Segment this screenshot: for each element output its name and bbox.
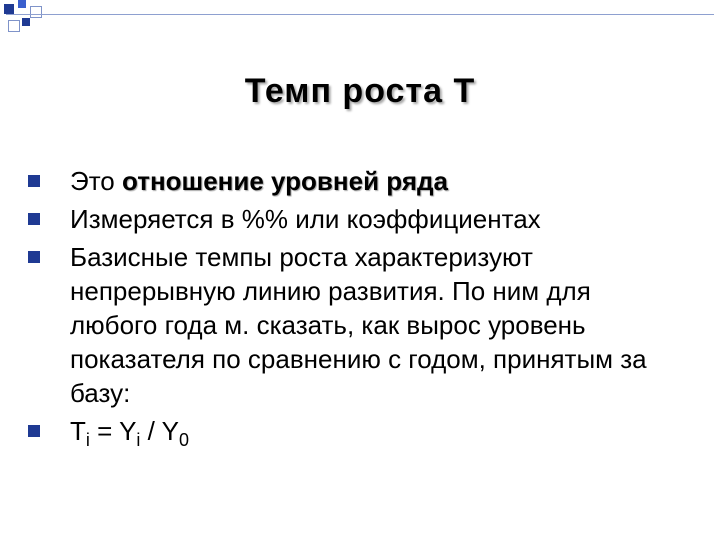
formula-divide: / (140, 416, 162, 446)
bullet-list (14, 164, 694, 461)
decor-square-icon (8, 20, 20, 32)
formula-t: T (70, 416, 86, 446)
formula-equals: = (89, 416, 120, 446)
item-prefix: Это (70, 166, 122, 196)
item-emphasis: отношение уровней ряда (122, 166, 448, 196)
formula-y: Y (119, 416, 137, 446)
list-item (14, 414, 694, 457)
formula-y0: Y (161, 416, 179, 446)
formula-y0-sub: 0 (178, 430, 189, 451)
formula-t-sub: i (85, 430, 90, 451)
decor-square-icon (30, 6, 42, 18)
square-bullet-icon (28, 425, 40, 437)
square-bullet-icon (28, 175, 40, 187)
list-item (14, 164, 694, 198)
formula-y-sub: i (136, 430, 141, 451)
item-text: Измеряется в %% или коэффициентах (70, 204, 541, 234)
item-text: Базисные темпы роста характеризуют непрерывную линию развития. По ним для любого года м. сказать, как вырос уровень показателя по сравнению с годом, принятым за базу: (70, 242, 647, 408)
formula (70, 416, 189, 451)
square-bullet-icon (28, 251, 40, 263)
list-item (14, 240, 682, 410)
slide-title: Темп роста Т (244, 72, 476, 110)
list-item (14, 202, 694, 236)
decor-square-icon (4, 4, 14, 14)
corner-decoration (0, 0, 720, 40)
decor-square-icon (18, 0, 26, 8)
top-divider (6, 14, 714, 15)
decor-square-icon (22, 18, 30, 26)
square-bullet-icon (28, 213, 40, 225)
